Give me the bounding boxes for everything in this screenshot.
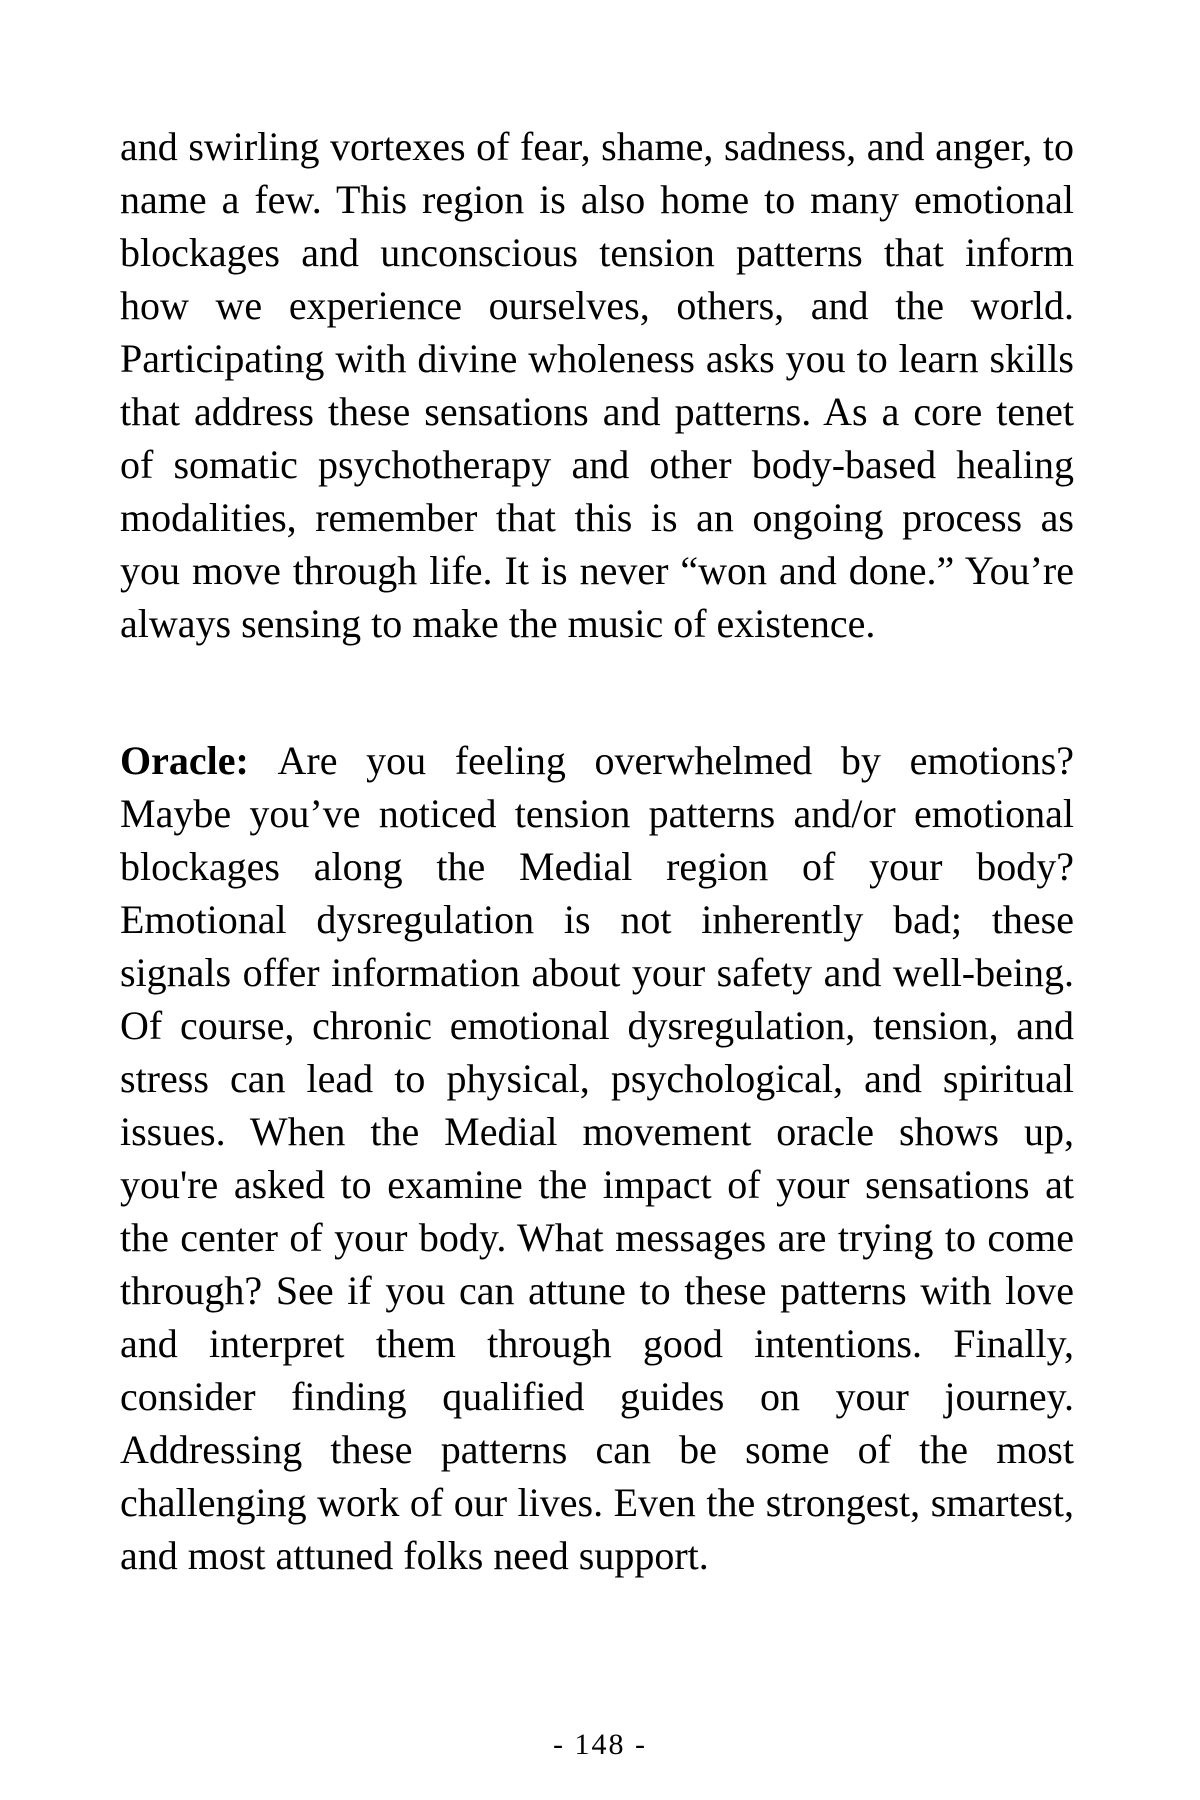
oracle-text: Are you feeling overwhelmed by emotions? Maybe you’ve noticed tension patterns and/or emotional blockages along the Medial region of your body? Emotional dysregulation is not inherently bad; these signals offer information about your safety and well-being. Of course, chronic emotional dysregulation, tension, and stress can lead to physical, psychological, and spiritual issues. When the Medial movement oracle shows up, you're asked to examine the impact of your sensations at the center of your body. What messages are trying to come through? See if you can attune to these patterns with love and interpret them through good intentions. Finally, consider finding qualified guides on your journey. Addressing these patterns can be some of the most challenging work of our lives. Even the strongest, smartest, and most attuned folks need support. bbox=[120, 738, 1075, 1578]
oracle-label: Oracle: bbox=[120, 738, 278, 783]
body-paragraph bbox=[120, 120, 1074, 650]
oracle-paragraph bbox=[120, 734, 1074, 1582]
paragraph-text: and swirling vortexes of fear, shame, sadness, and anger, to name a few. This region is also home to many emotional blockages and unconscious tension patterns that inform how we experience ourselves, others, and the world. Participating with divine wholeness asks you to learn skills that address these sensations and patterns. As a core tenet of somatic psychotherapy and other body-based healing modalities, remember that this is an ongoing process as you move through life. It is never “won and done.” You’re always sensing to make the music of existence. bbox=[120, 124, 1074, 646]
page-number: - 148 - bbox=[553, 1728, 647, 1761]
page-body bbox=[120, 120, 1074, 1582]
